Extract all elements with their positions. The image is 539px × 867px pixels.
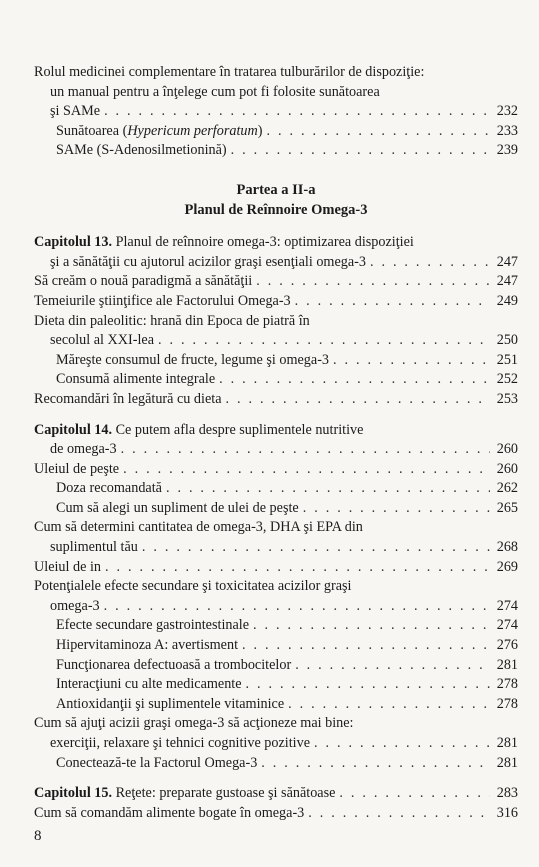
toc-entry-dieta-line1: Dieta din paleolitic: hrană din Epoca de piatră în xyxy=(34,312,310,329)
page-ref: 233 xyxy=(496,122,518,139)
dot-leader xyxy=(333,351,490,371)
page-ref: 278 xyxy=(496,676,518,693)
page-ref: 249 xyxy=(496,292,518,309)
toc-entry-conecteaza: Conectează-te la Factorul Omega-3 . . . 281 xyxy=(34,754,518,774)
toc-entry-cap14-line2: de omega-3 . . . 260 xyxy=(34,440,518,460)
page-ref: 232 xyxy=(496,103,518,120)
page-ref: 281 xyxy=(496,754,518,771)
toc-entry-cap13-line2: şi a sănătăţii cu ajutorul acizilor graşi esenţiali omega-3 . . . 247 xyxy=(34,253,518,273)
page-ref: 262 xyxy=(496,480,518,497)
page-ref: 253 xyxy=(496,390,518,407)
toc-entry-sunatoarea: Sunătoarea (Hypericum perforatum) . . . 233 xyxy=(34,122,518,142)
toc-entry-cap15: Capitolul 15. Reţete: preparate gustoase şi sănătoase . . . 283 xyxy=(34,784,518,804)
page-ref: 283 xyxy=(496,785,518,802)
toc-entry-antioxidantii: Antioxidanţii şi suplimentele vitaminice . . . 278 xyxy=(34,695,518,715)
dot-leader xyxy=(295,292,490,312)
page-ref: 274 xyxy=(496,597,518,614)
toc-entry-intro-line3: şi SAMe . . . 232 xyxy=(34,102,518,122)
page-ref: 316 xyxy=(496,804,518,821)
dot-leader xyxy=(308,804,490,824)
dot-leader xyxy=(370,253,490,273)
toc-entry-ajuti-line2: exerciţii, relaxare şi tehnici cognitive pozitive . . . 281 xyxy=(34,734,518,754)
part-heading: Partea a II-a xyxy=(236,181,316,198)
dot-leader xyxy=(256,272,490,292)
page-ref: 260 xyxy=(496,460,518,477)
dot-leader xyxy=(231,141,490,161)
toc-entry-functionarea: Funcţionarea defectuoasă a trombocitelor . . . 281 xyxy=(34,656,518,676)
dot-leader xyxy=(295,656,490,676)
table-of-contents xyxy=(34,63,518,823)
toc-entry-potentialele-line1: Potenţialele efecte secundare şi toxicitatea acizilor graşi xyxy=(34,578,352,595)
dot-leader xyxy=(303,499,490,519)
toc-entry-mareste: Măreşte consumul de fructe, legume şi omega-3 . . . 251 xyxy=(34,351,518,371)
dot-leader xyxy=(246,675,490,695)
page-ref: 239 xyxy=(496,142,518,159)
toc-entry-interactiuni: Interacţiuni cu alte medicamente . . . 278 xyxy=(34,675,518,695)
dot-leader xyxy=(105,558,490,578)
page-ref: 260 xyxy=(496,441,518,458)
toc-entry-cap14-line1: Capitolul 14. Ce putem afla despre suplimentele nutritive xyxy=(34,421,364,438)
toc-entry-consuma: Consumă alimente integrale . . . 252 xyxy=(34,370,518,390)
dot-leader xyxy=(288,695,490,715)
toc-entry-recomandari: Recomandări în legătură cu dieta . . . 253 xyxy=(34,390,518,410)
toc-entry-cum-alegi: Cum să alegi un supliment de ulei de peşte . . . 265 xyxy=(34,499,518,519)
page-ref: 251 xyxy=(496,351,518,368)
toc-entry-intro-line2: un manual pentru a înţelege cum pot fi folosite sunătoarea xyxy=(50,83,380,100)
page-ref: 247 xyxy=(496,273,518,290)
page-ref: 250 xyxy=(496,332,518,349)
dot-leader xyxy=(219,370,490,390)
page-ref: 269 xyxy=(496,558,518,575)
toc-entry-determini-line1: Cum să determini cantitatea de omega-3, DHA şi EPA din xyxy=(34,519,363,536)
dot-leader xyxy=(104,597,490,617)
page-ref: 252 xyxy=(496,371,518,388)
page-ref: 268 xyxy=(496,539,518,556)
toc-entry-uleiul-in: Uleiul de in . . . 269 xyxy=(34,558,518,578)
page-ref: 278 xyxy=(496,695,518,712)
toc-entry-potentialele-line2: omega-3 . . . 274 xyxy=(34,597,518,617)
page-ref: 247 xyxy=(496,253,518,270)
toc-entry-comandam: Cum să comandăm alimente bogate în omega-3 . . . 316 xyxy=(34,804,518,824)
dot-leader xyxy=(142,538,490,558)
toc-entry-efecte: Efecte secundare gastrointestinale . . . 274 xyxy=(34,616,518,636)
toc-entry-temeiurile: Temeiurile ştiinţifice ale Factorului Omega-3 . . . 249 xyxy=(34,292,518,312)
dot-leader xyxy=(261,754,490,774)
toc-entry-ajuti-line1: Cum să ajuţi acizii graşi omega-3 să acţioneze mai bine: xyxy=(34,715,354,732)
dot-leader xyxy=(226,390,490,410)
dot-leader xyxy=(242,636,490,656)
toc-entry-same: SAMe (S-Adenosilmetionină) . . . 239 xyxy=(34,141,518,161)
toc-entry-cap13-line1: Capitolul 13. Planul de reînnoire omega-3: optimizarea dispoziţiei xyxy=(34,234,414,251)
dot-leader xyxy=(314,734,490,754)
page-ref: 281 xyxy=(496,735,518,751)
dot-leader xyxy=(253,616,490,636)
dot-leader xyxy=(104,102,490,122)
dot-leader xyxy=(266,122,490,142)
page-ref: 274 xyxy=(496,617,518,634)
page-ref: 276 xyxy=(496,637,518,654)
toc-entry-uleiul-peste: Uleiul de peşte . . . 260 xyxy=(34,460,518,480)
page-number: 8 xyxy=(34,828,42,844)
page-ref: 281 xyxy=(496,656,518,673)
toc-entry-intro-line1: Rolul medicinei complementare în tratarea tulburărilor de dispoziţie: xyxy=(34,64,425,80)
dot-leader xyxy=(166,479,490,499)
part-title: Planul de Reînnoire Omega-3 xyxy=(184,201,368,218)
toc-entry-dieta-line2: secolul al XXI-lea . . . 250 xyxy=(34,331,518,351)
dot-leader xyxy=(123,460,490,480)
toc-entry-hipervit: Hipervitaminoza A: avertisment . . . 276 xyxy=(34,636,518,656)
dot-leader xyxy=(158,331,490,351)
dot-leader xyxy=(339,784,490,804)
toc-entry-paradigma: Să creăm o nouă paradigmă a sănătăţii . . . 247 xyxy=(34,272,518,292)
toc-entry-doza: Doza recomandată . . . 262 xyxy=(34,479,518,499)
dot-leader xyxy=(121,440,490,460)
page-ref: 265 xyxy=(496,499,518,516)
toc-entry-determini-line2: suplimentul tău . . . 268 xyxy=(34,538,518,558)
